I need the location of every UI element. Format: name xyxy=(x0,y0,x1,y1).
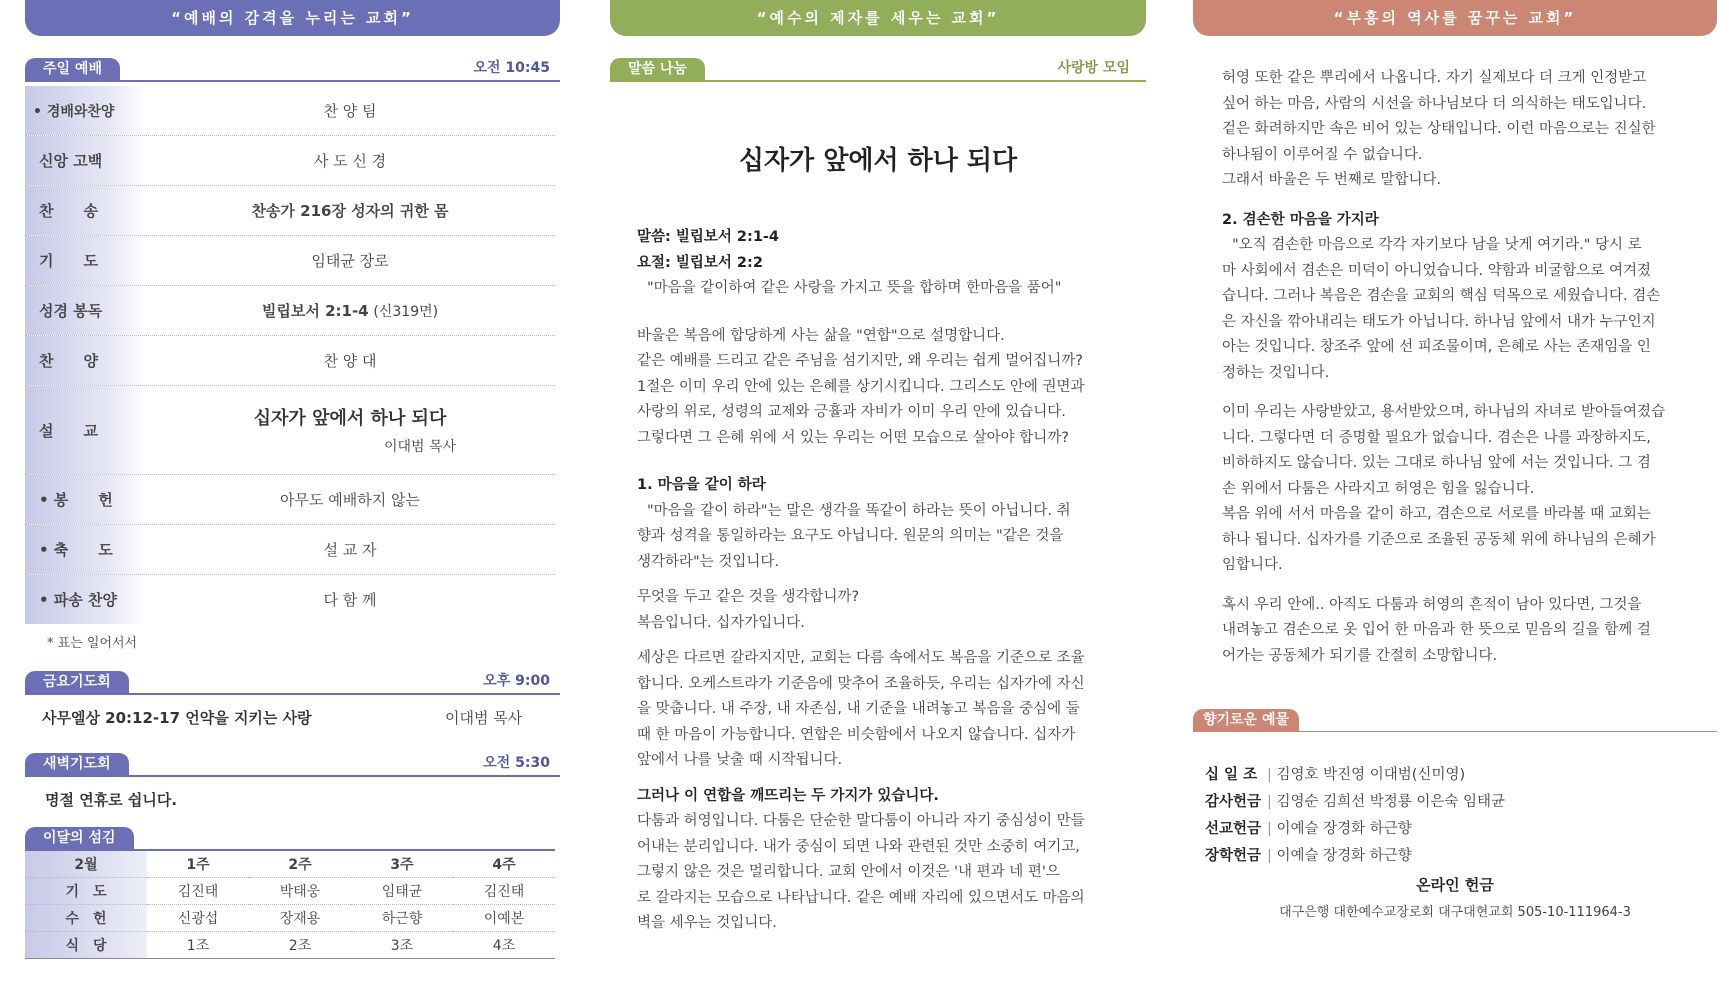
service-row xyxy=(25,877,555,904)
service-cell: 신광섭 xyxy=(177,910,219,927)
offering-names: 이예슬 장경화 하근향 xyxy=(1276,848,1412,864)
order-row xyxy=(25,186,555,236)
paragraph-line: 합니다. 오케스트라가 기준음에 맞추어 조율하듯, 우리는 십자가에 자신 xyxy=(637,675,1085,692)
paragraph-line: 바울은 복음에 합당하게 사는 삶을 "연합"으로 설명합니다. xyxy=(637,327,1005,344)
offering-divider: | xyxy=(1267,794,1272,810)
order-value: 사 도 신 경 xyxy=(313,152,387,170)
service-cell: 하근향 xyxy=(381,910,423,927)
paragraph-line: 그렇지 않은 것은 멀리합니다. 교회 안에서 이것은 '내 편과 네 편'으 xyxy=(637,864,1060,880)
paragraph-line: 복음입니다. 십자가입니다. xyxy=(637,614,805,631)
service-week: 2주 xyxy=(288,856,312,873)
offering-names: 김영순 김희선 박정룡 이은숙 임태균 xyxy=(1276,794,1506,810)
paragraph xyxy=(637,324,1146,452)
service-cell: 1조 xyxy=(186,937,210,954)
order-row xyxy=(25,86,555,136)
service-role: 식 당 xyxy=(25,931,147,958)
service-month: 2월 xyxy=(25,850,147,877)
sunday-order-list xyxy=(25,86,555,624)
service-cell: 이예본 xyxy=(483,910,525,927)
friday-prayer-speaker: 이대범 목사 xyxy=(445,709,523,727)
paragraph-line: 로 갈라지는 모습으로 나타납니다. 같은 예배 자리에 있으면서도 마음의 xyxy=(637,889,1085,906)
small-group-label: 사랑방 모임 xyxy=(1057,60,1130,76)
verse-label: 요절: 빌립보서 2:2 xyxy=(637,254,763,271)
paragraph xyxy=(637,646,1146,774)
sunday-worship-title: 주일 예배 xyxy=(25,58,120,80)
paragraph-line: 다툼과 허영입니다. 다툼은 단순한 말다툼이 아니라 자기 중심성이 만들 xyxy=(637,813,1085,829)
order-row xyxy=(25,386,555,475)
paragraph-line: 손 위에서 다툼은 사라지고 허영은 힘을 잃습니다. xyxy=(1222,480,1535,497)
paragraph-line: 정하는 것입니다. xyxy=(1222,364,1330,381)
order-value: 찬 양 팀 xyxy=(323,102,377,120)
service-role: 수 헌 xyxy=(25,904,147,931)
offering-label: 선교헌금 xyxy=(1205,821,1262,837)
paragraph-line: 그래서 바울은 두 번째로 말합니다. xyxy=(1222,172,1442,188)
subheading: 그러나 이 연합을 깨뜨리는 두 가지가 있습니다. xyxy=(637,787,939,804)
service-header-row xyxy=(25,850,555,877)
offering-row xyxy=(1205,816,1717,843)
point-heading: 1. 마음을 같이 하라 xyxy=(637,477,766,493)
sermon-text xyxy=(610,225,1146,937)
service-week: 1주 xyxy=(186,856,210,873)
service-cell: 장재용 xyxy=(279,910,321,927)
paragraph-line: "오직 겸손한 마음으로 각각 자기보다 남을 낫게 여기라." 당시 로 xyxy=(1232,237,1642,253)
order-value: 설 교 자 xyxy=(323,541,377,559)
middle-column xyxy=(610,0,1146,937)
offering-label: 십 일 조 xyxy=(1205,767,1258,783)
order-label: • 경배와찬양 xyxy=(25,86,145,135)
paragraph-line: 그렇다면 그 은혜 위에 서 있는 우리는 어떤 모습으로 살아야 합니까? xyxy=(637,429,1069,446)
offering-label: 감사헌금 xyxy=(1205,794,1262,810)
service-week: 3주 xyxy=(390,856,414,873)
sermon-title: 십자가 앞에서 하나 되다 xyxy=(253,408,447,429)
sermon-preacher: 이대범 목사 xyxy=(383,439,457,455)
order-row xyxy=(25,236,555,286)
order-row xyxy=(25,286,555,336)
sermon-title: 십자가 앞에서 하나 되다 xyxy=(738,146,1018,176)
paragraph-line: 때 한 마음이 가능합니다. 연합은 비슷함에서 나오지 않습니다. 십자가 xyxy=(637,726,1076,743)
order-label: 찬 양 xyxy=(25,336,145,385)
offering-row xyxy=(1205,762,1717,789)
left-banner: “예배의 감격을 누리는 교회” xyxy=(25,0,560,36)
paragraph-line: 허영 또한 같은 뿌리에서 나옵니다. 자기 실제보다 더 크게 인정받고 xyxy=(1222,70,1647,86)
paragraph-line: 니다. 그렇다면 더 증명할 필요가 없습니다. 겸손은 나를 과장하지도, xyxy=(1222,429,1651,446)
order-label: • 축 도 xyxy=(25,525,145,574)
right-column xyxy=(1193,0,1717,920)
paragraph-line: 비하하지도 않습니다. 있는 그대로 하나님 앞에 서는 것입니다. 그 겸 xyxy=(1222,455,1651,471)
dawn-prayer-time: 오전 5:30 xyxy=(483,755,550,771)
paragraph-line: 세상은 다르면 갈라지지만, 교회는 다름 속에서도 복음을 기준으로 조율 xyxy=(637,650,1085,666)
paragraph-line: 벽을 세우는 것입니다. xyxy=(637,915,777,931)
friday-prayer-body xyxy=(25,695,560,737)
offering-row xyxy=(1205,789,1717,816)
point-heading: 2. 겸손한 마음을 가지라 xyxy=(1222,211,1379,228)
online-offering-title: 온라인 헌금 xyxy=(1416,876,1494,894)
order-value: 임태균 장로 xyxy=(311,252,389,270)
paragraph-line: 아는 것입니다. 창조주 앞에 선 피조물이며, 은혜로 사는 존재임을 인 xyxy=(1222,339,1651,355)
paragraph-line: 혹시 우리 안에.. 아직도 다툼과 허영의 흔적이 남아 있다면, 그것을 xyxy=(1222,596,1642,613)
order-row xyxy=(25,575,555,624)
paragraph-line: "마음을 같이 하라"는 말은 생각을 똑같이 하라는 뜻이 아닙니다. 취 xyxy=(647,502,1071,519)
friday-prayer-header xyxy=(25,667,560,695)
standing-note: * 표는 일어서서 xyxy=(47,636,138,651)
paragraph-line: 같은 예배를 드리고 같은 주님을 섬기지만, 왜 우리는 쉽게 멀어집니까? xyxy=(637,353,1083,369)
service-cell: 김진태 xyxy=(483,883,525,900)
service-role: 기 도 xyxy=(25,877,147,904)
paragraph xyxy=(637,499,1146,576)
sunday-worship-header xyxy=(25,54,560,82)
order-row xyxy=(25,475,555,525)
scripture-page: (신319면) xyxy=(373,303,439,320)
order-value xyxy=(145,386,555,474)
sermon-share-header xyxy=(610,54,1146,82)
verse-text: "마음을 같이하여 같은 사랑을 가지고 뜻을 합하며 한마음을 품어" xyxy=(647,280,1062,296)
sermon-continued xyxy=(1193,66,1717,669)
scripture-label: 말씀: 빌립보서 2:1-4 xyxy=(637,229,780,245)
paragraph-line: 생각하라"는 것입니다. xyxy=(637,553,779,570)
sermon-share-tab: 말씀 나눔 xyxy=(610,58,705,80)
offering-row xyxy=(1205,843,1717,870)
paragraph-line: 마 사회에서 겸손은 미덕이 아니었습니다. 약함과 비굴함으로 여겨졌 xyxy=(1222,262,1652,279)
paragraph-line: 어가는 공동체가 되기를 간절히 소망합니다. xyxy=(1222,647,1498,664)
order-label: 설 교 xyxy=(25,386,145,474)
order-label: 찬 송 xyxy=(25,186,145,235)
scripture-reading: 빌립보서 2:1-4 xyxy=(261,302,369,320)
paragraph-line: 사랑의 위로, 성령의 교제와 긍휼과 자비가 이미 우리 안에 있습니다. xyxy=(637,404,1066,420)
paragraph-line: 복음 위에 서서 마음을 같이 하고, 겸손으로 서로를 바라볼 때 교회는 xyxy=(1222,506,1651,522)
order-value: 아무도 예배하지 않는 xyxy=(280,491,420,509)
offering-header xyxy=(1193,705,1717,732)
paragraph-line: 싶어 하는 마음, 사람의 시선을 하나님보다 더 의식하는 태도입니다. xyxy=(1222,95,1647,112)
service-cell: 3조 xyxy=(390,937,414,954)
offering-divider: | xyxy=(1267,848,1272,864)
paragraph-line: 1절은 이미 우리 안에 있는 은혜를 상기시킵니다. 그리스도 안에 권면과 xyxy=(637,378,1085,395)
order-row xyxy=(25,525,555,575)
order-label: 성경 봉독 xyxy=(25,286,145,335)
order-value: 다 함 께 xyxy=(323,591,377,609)
service-week: 4주 xyxy=(492,856,516,873)
service-row xyxy=(25,931,555,958)
paragraph xyxy=(637,809,1146,937)
service-table xyxy=(25,849,555,959)
dawn-prayer-text: 명절 연휴로 쉽니다. xyxy=(45,791,178,809)
paragraph-line: 습니다. 그러나 복음은 겸손을 교회의 핵심 덕목으로 세웠습니다. 겸손 xyxy=(1222,288,1661,304)
bank-account: 대구은행 대한예수교장로회 대구대현교회 505-10-111964-3 xyxy=(1279,905,1631,920)
service-cell: 임태균 xyxy=(381,883,423,900)
paragraph-line: 을 맞춥니다. 내 주장, 내 자존심, 내 기준을 내려놓고 복음을 중심에 둘 xyxy=(637,701,1080,717)
dawn-prayer-header xyxy=(25,749,560,777)
paragraph-line: 하나됨이 이루어질 수 없습니다. xyxy=(1222,146,1423,163)
service-row xyxy=(25,904,555,931)
service-header xyxy=(25,823,560,849)
middle-banner: “예수의 제자를 세우는 교회” xyxy=(610,0,1146,36)
paragraph-line: 향과 성격을 통일하라는 요구도 아닙니다. 원문의 의미는 "같은 것을 xyxy=(637,528,1064,544)
friday-prayer-time: 오후 9:00 xyxy=(483,673,550,689)
friday-prayer-text: 사무엘상 20:12-17 언약을 지키는 사랑 xyxy=(42,709,312,727)
order-label: 신앙 고백 xyxy=(25,136,145,185)
paragraph-line: 임합니다. xyxy=(1222,557,1283,573)
offering-list xyxy=(1205,762,1717,920)
order-value: 찬송가 216장 성자의 귀한 몸 xyxy=(251,202,449,220)
paragraph-line: 내려놓고 겸손으로 옷 입어 한 마음과 한 뜻으로 믿음의 길을 함께 걸 xyxy=(1222,622,1651,638)
order-value xyxy=(145,286,555,335)
left-column xyxy=(25,0,560,959)
paragraph-line: 앞에서 나를 낮출 때 시작됩니다. xyxy=(637,752,843,768)
paragraph-line: 이미 우리는 사랑받았고, 용서받았으며, 하나님의 자녀로 받아들여졌습 xyxy=(1222,404,1666,420)
service-cell: 박태웅 xyxy=(279,883,321,900)
offering-divider: | xyxy=(1267,767,1272,783)
paragraph-line: 하나 됩니다. 십자가를 기준으로 조율된 공동체 위에 하나님의 은혜가 xyxy=(1222,531,1656,548)
order-value: 찬 양 대 xyxy=(323,352,377,370)
order-label: • 봉 헌 xyxy=(25,475,145,524)
offering-label: 장학헌금 xyxy=(1205,848,1262,864)
sunday-worship-time: 오전 10:45 xyxy=(473,60,550,76)
dawn-prayer-title: 새벽기도회 xyxy=(25,753,129,775)
offering-title: 향기로운 예물 xyxy=(1193,709,1299,731)
paragraph-line: 어내는 분리입니다. 내가 중심이 되면 나와 관련된 것만 소중히 여기고, xyxy=(637,838,1080,855)
paragraph xyxy=(1222,233,1717,386)
order-row xyxy=(25,336,555,386)
paragraph-line: 겉은 화려하지만 속은 비어 있는 상태입니다. 이런 마음으로는 진실한 xyxy=(1222,121,1656,137)
offering-names: 이예슬 장경화 하근향 xyxy=(1276,821,1412,837)
paragraph xyxy=(1222,66,1717,194)
offering-divider: | xyxy=(1267,821,1272,837)
offering-names: 김영호 박진영 이대범(신미영) xyxy=(1276,767,1466,783)
paragraph xyxy=(1222,593,1717,670)
order-label: 기 도 xyxy=(25,236,145,285)
paragraph-line: 은 자신을 깎아내리는 태도가 아닙니다. 하나님 앞에서 내가 누구인지 xyxy=(1222,313,1656,330)
service-title: 이달의 섬김 xyxy=(25,827,134,849)
service-cell: 2조 xyxy=(288,937,312,954)
right-banner: “부흥의 역사를 꿈꾸는 교회” xyxy=(1193,0,1717,36)
paragraph xyxy=(1222,400,1717,579)
friday-prayer-title: 금요기도회 xyxy=(25,671,129,693)
order-row xyxy=(25,136,555,186)
service-cell: 김진태 xyxy=(177,883,219,900)
service-cell: 4조 xyxy=(492,937,516,954)
paragraph xyxy=(637,585,1146,636)
paragraph-line: 무엇을 두고 같은 것을 생각합니까? xyxy=(637,589,860,605)
order-label: • 파송 찬양 xyxy=(25,575,145,624)
